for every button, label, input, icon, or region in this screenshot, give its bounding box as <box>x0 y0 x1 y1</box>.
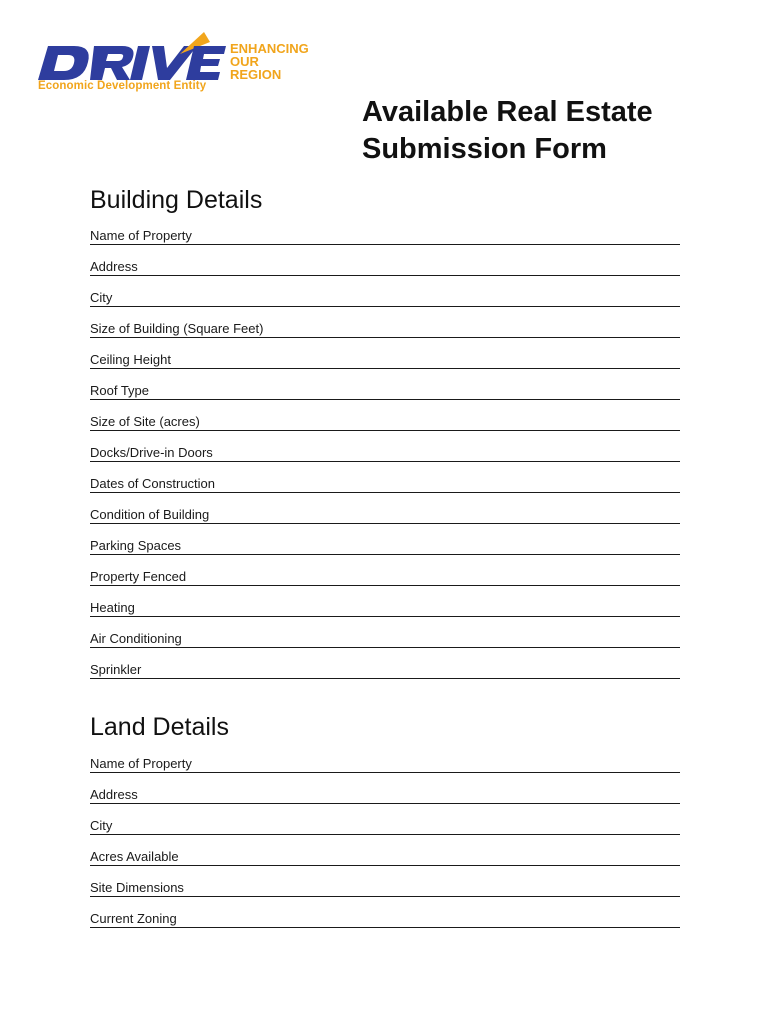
logo-tagline <box>230 42 309 81</box>
form-field-acres-available[interactable] <box>90 835 680 866</box>
form-field-docks-drive-in-doors[interactable] <box>90 431 680 462</box>
field-label: Sprinkler <box>90 662 142 677</box>
logo-subtitle: Economic Development Entity <box>38 80 207 92</box>
field-label: Parking Spaces <box>90 538 182 553</box>
field-label: Heating <box>90 600 135 615</box>
building-details-heading: Building Details <box>90 186 263 214</box>
form-field-parking-spaces[interactable] <box>90 524 680 555</box>
tagline-line-2: OUR <box>230 54 259 69</box>
form-field-property-fenced[interactable] <box>90 555 680 586</box>
form-field-address[interactable] <box>90 773 680 804</box>
fill-in-line[interactable] <box>90 927 680 928</box>
form-field-condition-of-building[interactable] <box>90 493 680 524</box>
form-field-size-of-site-acres[interactable] <box>90 400 680 431</box>
field-label: Roof Type <box>90 383 150 398</box>
form-field-roof-type[interactable] <box>90 369 680 400</box>
field-label: Current Zoning <box>90 911 177 926</box>
title-line-2: Submission Form <box>362 133 607 165</box>
tagline-line-3: REGION <box>230 67 282 82</box>
field-label: Address <box>90 787 138 802</box>
form-field-current-zoning[interactable] <box>90 897 680 928</box>
field-label: Docks/Drive-in Doors <box>90 445 213 460</box>
tagline-line-1: ENHANCING <box>230 41 309 56</box>
field-label: City <box>90 818 113 833</box>
field-label: City <box>90 290 113 305</box>
field-label: Site Dimensions <box>90 880 184 895</box>
field-label: Ceiling Height <box>90 352 171 367</box>
fill-in-line[interactable] <box>90 678 680 679</box>
page-title <box>362 94 722 168</box>
field-label: Air Conditioning <box>90 631 182 646</box>
building-fields <box>90 214 680 679</box>
field-label: Size of Building (Square Feet) <box>90 321 264 336</box>
drive-logo <box>34 28 334 98</box>
field-label: Name of Property <box>90 756 192 771</box>
form-field-name-of-property[interactable] <box>90 742 680 773</box>
form-field-heating[interactable] <box>90 586 680 617</box>
title-line-1: Available Real Estate <box>362 96 653 128</box>
field-label: Dates of Construction <box>90 476 216 491</box>
field-label: Condition of Building <box>90 507 210 522</box>
land-fields <box>90 742 680 928</box>
form-field-city[interactable] <box>90 276 680 307</box>
form-field-dates-of-construction[interactable] <box>90 462 680 493</box>
field-label: Size of Site (acres) <box>90 414 200 429</box>
field-label: Name of Property <box>90 228 192 243</box>
field-label: Property Fenced <box>90 569 187 584</box>
land-details-heading: Land Details <box>90 713 229 741</box>
drive-logo-mark <box>34 28 234 83</box>
form-field-sprinkler[interactable] <box>90 648 680 679</box>
field-label: Address <box>90 259 138 274</box>
form-field-city[interactable] <box>90 804 680 835</box>
form-field-name-of-property[interactable] <box>90 214 680 245</box>
form-field-site-dimensions[interactable] <box>90 866 680 897</box>
field-label: Acres Available <box>90 849 179 864</box>
form-field-ceiling-height[interactable] <box>90 338 680 369</box>
form-field-size-of-building-square-feet[interactable] <box>90 307 680 338</box>
form-field-address[interactable] <box>90 245 680 276</box>
form-field-air-conditioning[interactable] <box>90 617 680 648</box>
